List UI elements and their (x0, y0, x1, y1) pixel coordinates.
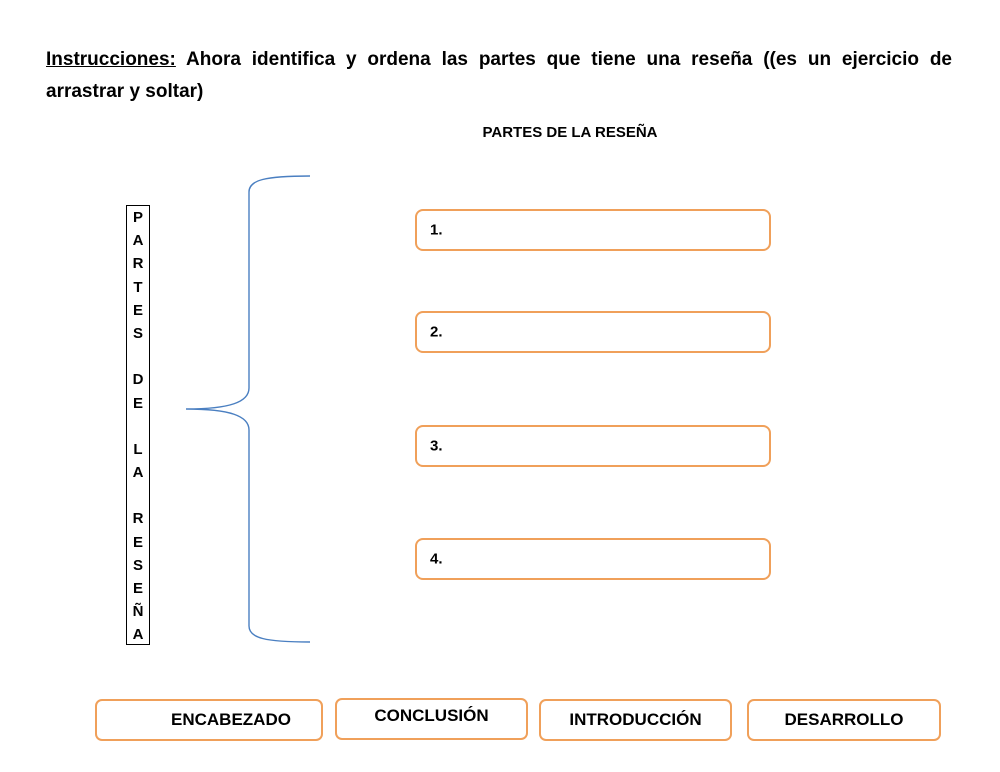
vertical-letter: P (132, 209, 143, 226)
drag-option-conclusion[interactable]: CONCLUSIÓN (335, 698, 528, 740)
vertical-letter: A (132, 464, 144, 482)
drag-option-introduccion[interactable]: INTRODUCCIÓN (539, 699, 732, 741)
vertical-letter: S (132, 324, 143, 342)
vertical-letter: E (132, 394, 143, 412)
drag-option-desarrollo[interactable]: DESARROLLO (747, 699, 941, 741)
slot-number: 4. (430, 550, 443, 568)
instructions-lead: Instrucciones: (46, 49, 176, 70)
drop-slot-1[interactable] (415, 209, 771, 251)
vertical-letter: E (132, 580, 143, 597)
vertical-letter: E (132, 533, 143, 551)
instructions (46, 44, 952, 108)
drag-option-encabezado[interactable]: ENCABEZADO (95, 699, 323, 741)
vertical-letter: D (132, 371, 144, 389)
vertical-letter (127, 345, 149, 368)
vertical-letter: Ñ (132, 603, 144, 621)
vertical-letter: E (132, 301, 143, 319)
vertical-letter: L (133, 440, 143, 458)
slot-number: 3. (430, 437, 443, 455)
vertical-letter: A (132, 232, 144, 250)
slot-number: 1. (430, 221, 443, 239)
drop-slot-2[interactable] (415, 311, 771, 353)
vertical-letter: T (133, 278, 143, 296)
vertical-letter: R (132, 510, 144, 528)
vertical-letter: A (132, 626, 144, 644)
section-title: PARTES DE LA RESEÑA (482, 124, 658, 141)
vertical-letter: S (132, 556, 143, 574)
vertical-letter: R (132, 255, 144, 273)
curly-brace (180, 170, 320, 650)
vertical-letter (127, 415, 149, 438)
drop-slot-3[interactable] (415, 425, 771, 467)
vertical-label (126, 205, 150, 645)
slot-number: 2. (430, 323, 443, 341)
drop-slot-4[interactable] (415, 538, 771, 580)
vertical-letter (127, 484, 149, 507)
instructions-text: Ahora identifica y ordena las partes que tiene una reseña ((es un ejercicio de arrastrar y soltar) (46, 49, 952, 102)
